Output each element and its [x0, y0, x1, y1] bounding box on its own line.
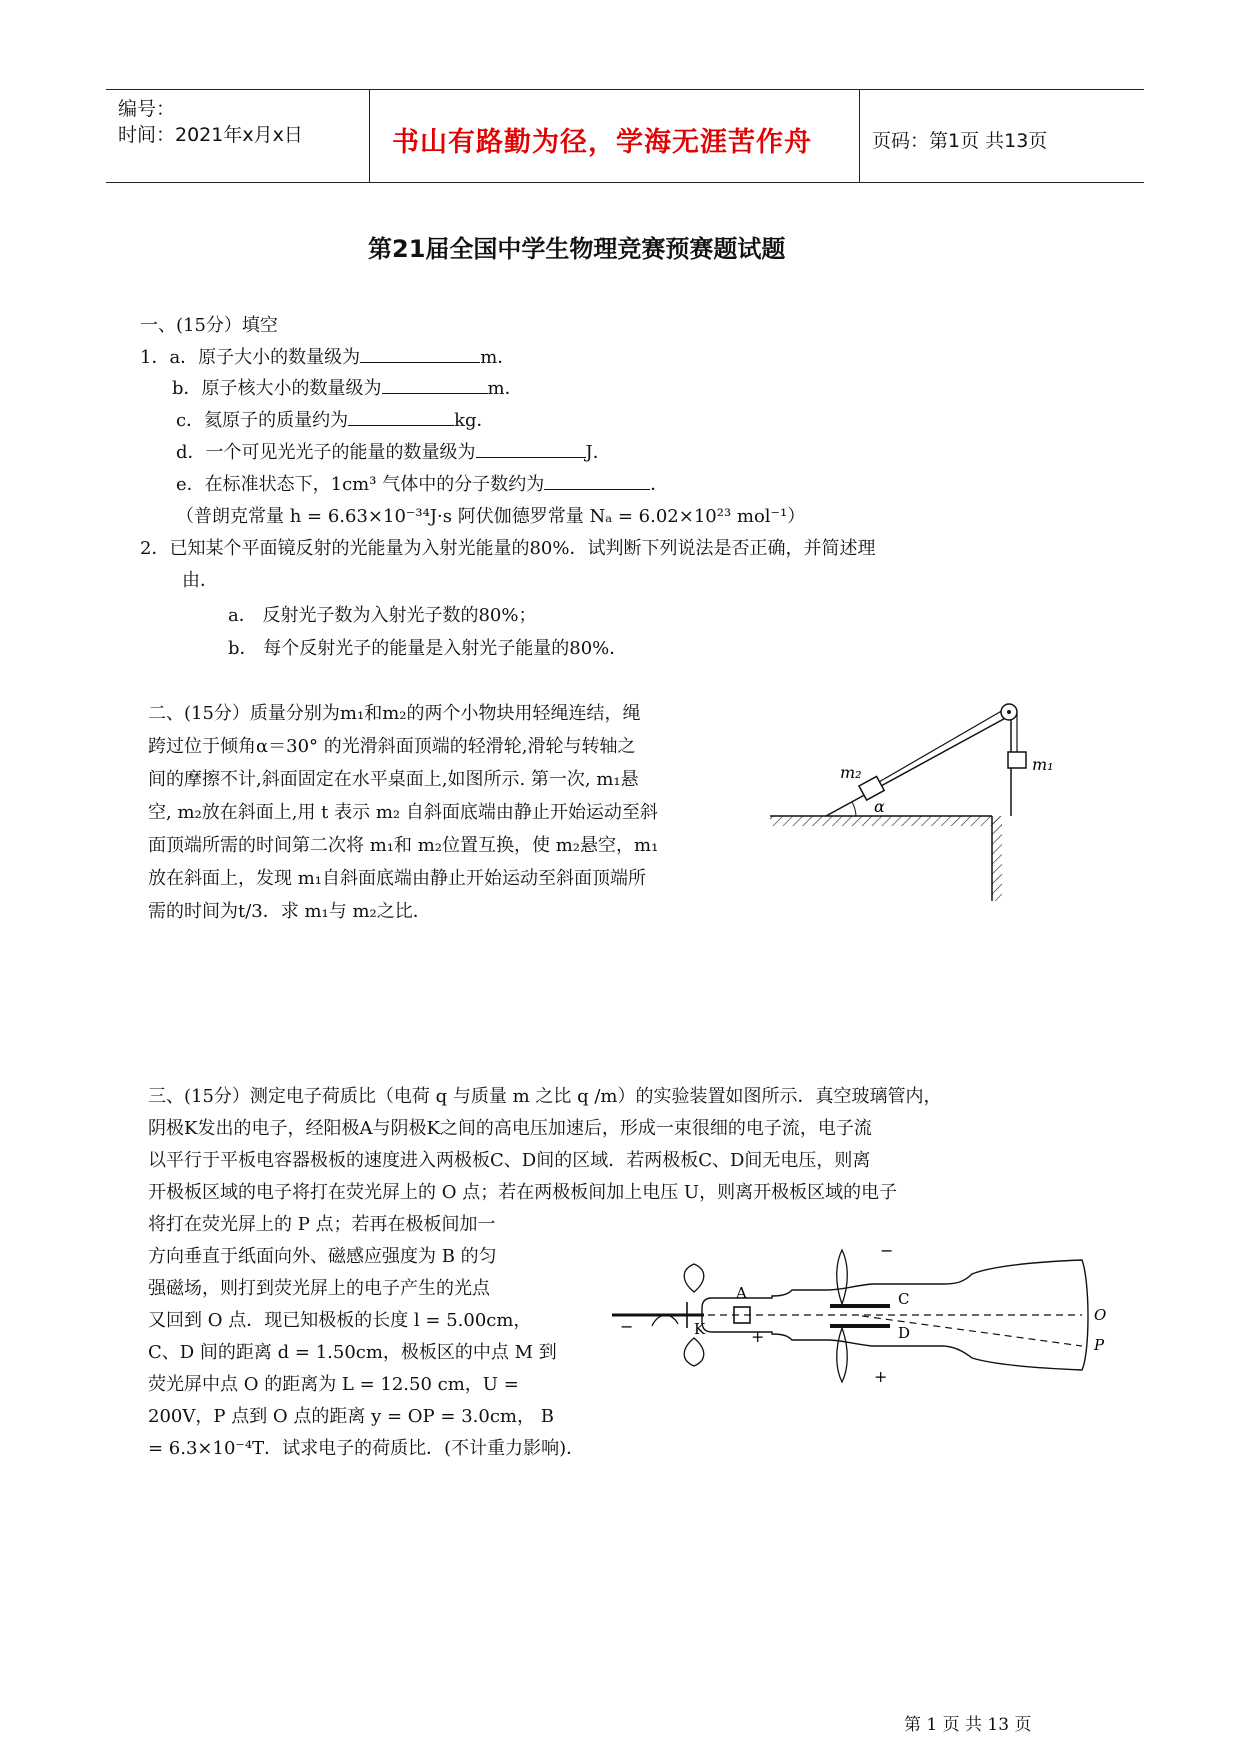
page-title: 第21届全国中学生物理竞赛预赛题试题	[368, 235, 786, 263]
plate-support-bottom	[837, 1328, 848, 1382]
q1-c-text: c．氦原子的质量约为	[176, 410, 349, 431]
q3-side-line-8: = 6.3×10⁻⁴T．试求电子的荷质比．(不计重力影响)．	[148, 1438, 585, 1459]
q1-item-e	[176, 471, 668, 499]
label-c: C	[898, 1290, 910, 1308]
q3-line-3: 以平行于平板电容器极板的速度进入两极板C、D间的区域．若两极板C、D间无电压，则离	[148, 1150, 871, 1171]
label-m1: m₁	[1032, 755, 1054, 774]
q1-c-unit: kg．	[454, 410, 495, 431]
q3-side-line-2: 方向垂直于纸面向外、磁感应强度为 B 的匀	[148, 1246, 497, 1267]
q3-side-line-4: 又回到 O 点．现已知极板的长度 l = 5.00cm，	[148, 1310, 532, 1331]
label-a: A	[736, 1284, 747, 1302]
q1-item-a	[140, 344, 515, 372]
header-number-label: 编号：	[118, 98, 176, 120]
q1-item-d	[176, 439, 611, 467]
q1-b-text: b．原子核大小的数量级为	[172, 378, 382, 399]
block-m1	[1008, 752, 1026, 768]
q1-b-unit: m．	[487, 378, 523, 399]
q3-tube-figure	[612, 1242, 1122, 1390]
q3-line-1: 三、(15分）测定电子荷质比（电荷 q 与质量 m 之比 q /m）的实验装置如图所示．真空玻璃管内，	[148, 1086, 942, 1107]
label-alpha: α	[874, 797, 885, 816]
q3-side-line-1: 将打在荧光屏上的 P 点；若再在极板间加一	[148, 1214, 496, 1235]
label-m2: m₂	[840, 763, 862, 782]
q1-constants: （普朗克常量 h = 6.63×10⁻³⁴J·s 阿伏伽德罗常量 Nₐ = 6.02×10²³ mol⁻¹）	[176, 506, 806, 527]
label-minus-left: −	[620, 1317, 634, 1336]
rope-incline	[872, 709, 1005, 786]
header-motto: 书山有路勤为径，学海无涯苦作舟	[392, 127, 812, 158]
q3-side-line-7: 200V，P 点到 O 点的距离 y = OP = 3.0cm， B	[148, 1406, 554, 1427]
q2-line-1: 二、(15分）质量分别为m₁和m₂的两个小物块用轻绳连结，绳	[148, 703, 641, 724]
q2-line-2: 跨过位于倾角α＝30° 的光滑斜面顶端的轻滑轮,滑轮与转轴之	[148, 736, 636, 757]
q1-part2-b: b． 每个反射光子的能量是入射光子能量的80%．	[228, 638, 628, 659]
q1-a-text: 1．a．原子大小的数量级为	[140, 347, 361, 368]
label-d: D	[898, 1324, 911, 1342]
q2-line-6: 放在斜面上，发现 m₁自斜面底端由静止开始运动至斜面顶端所	[148, 868, 647, 889]
q2-incline-figure	[760, 690, 1054, 905]
q1-part2-a: a． 反射光子数为入射光子数的80%；	[228, 605, 537, 626]
q1-part2-line2: 由．	[182, 570, 218, 591]
q3-line-2: 阴极K发出的电子，经阳极A与阴极K之间的高电压加速后，形成一束很细的电子流，电子流	[148, 1118, 872, 1139]
q1-c-blank	[348, 407, 454, 426]
label-o: O	[1094, 1306, 1107, 1324]
q1-b-blank	[382, 375, 488, 394]
header-divider-right	[859, 89, 860, 183]
q3-line-4: 开极板区域的电子将打在荧光屏上的 O 点；若在两极板间加上电压 U，则离开极板区域的电子	[148, 1182, 898, 1203]
q1-a-unit: m．	[480, 347, 516, 368]
pulley-axle	[1007, 710, 1011, 714]
q3-side-line-6: 荧光屏中点 O 的距离为 L = 12.50 cm，U =	[148, 1374, 519, 1395]
q1-item-b	[172, 375, 523, 403]
label-k: K	[694, 1320, 706, 1338]
beam-deflected	[862, 1316, 1082, 1346]
plate-support-top	[837, 1250, 848, 1304]
header-bottom-rule	[106, 182, 1144, 183]
label-plus-bottom: +	[874, 1367, 888, 1386]
angle-arc	[852, 802, 856, 816]
q2-line-3: 间的摩擦不计,斜面固定在水平桌面上,如图所示. 第一次, m₁悬	[148, 769, 639, 790]
label-p: P	[1094, 1336, 1105, 1354]
q1-item-c	[176, 407, 495, 435]
cathode-bulb-lower	[684, 1338, 704, 1366]
cathode-bulb	[684, 1264, 704, 1292]
table-top-hatch	[770, 816, 1002, 826]
header-divider-left	[369, 89, 370, 183]
q1-d-unit: J．	[585, 442, 611, 463]
q3-side-line-5: C、D 间的距离 d = 1.50cm，极板区的中点 M 到	[148, 1342, 557, 1363]
q2-line-4: 空, m₂放在斜面上,用 t 表示 m₂ 自斜面底端由静止开始运动至斜	[148, 802, 658, 823]
q1-heading: 一、(15分）填空	[140, 315, 278, 336]
q1-e-blank	[544, 471, 650, 490]
label-minus-top: −	[880, 1241, 894, 1260]
q1-a-blank	[360, 344, 480, 363]
header-page-label: 页码：第1页 共13页	[872, 130, 1048, 152]
header-top-rule	[106, 89, 1144, 90]
q2-line-5: 面顶端所需的时间第二次将 m₁和 m₂位置互换，使 m₂悬空，m₁	[148, 835, 659, 856]
page-footer: 第 1 页 共 13 页	[904, 1715, 1032, 1735]
q1-part2-line1: 2．已知某个平面镜反射的光能量为入射光能量的80%．试判断下列说法是否正确，并简述理	[140, 538, 876, 559]
q1-d-blank	[476, 439, 586, 458]
q1-e-text: e．在标准状态下，1cm³ 气体中的分子数约为	[176, 474, 545, 495]
header-time-label: 时间：2021年x月x日	[118, 124, 303, 146]
table-leg-hatch	[992, 816, 1002, 901]
q1-e-unit: ．	[650, 474, 669, 495]
q1-d-text: d．一个可见光光子的能量的数量级为	[176, 442, 476, 463]
cathode-arc	[652, 1315, 678, 1326]
q2-line-7: 需的时间为t/3．求 m₁与 m₂之比．	[148, 901, 431, 922]
q3-side-line-3: 强磁场，则打到荧光屏上的电子产生的光点	[148, 1278, 490, 1299]
label-plus-anode: +	[751, 1327, 765, 1346]
